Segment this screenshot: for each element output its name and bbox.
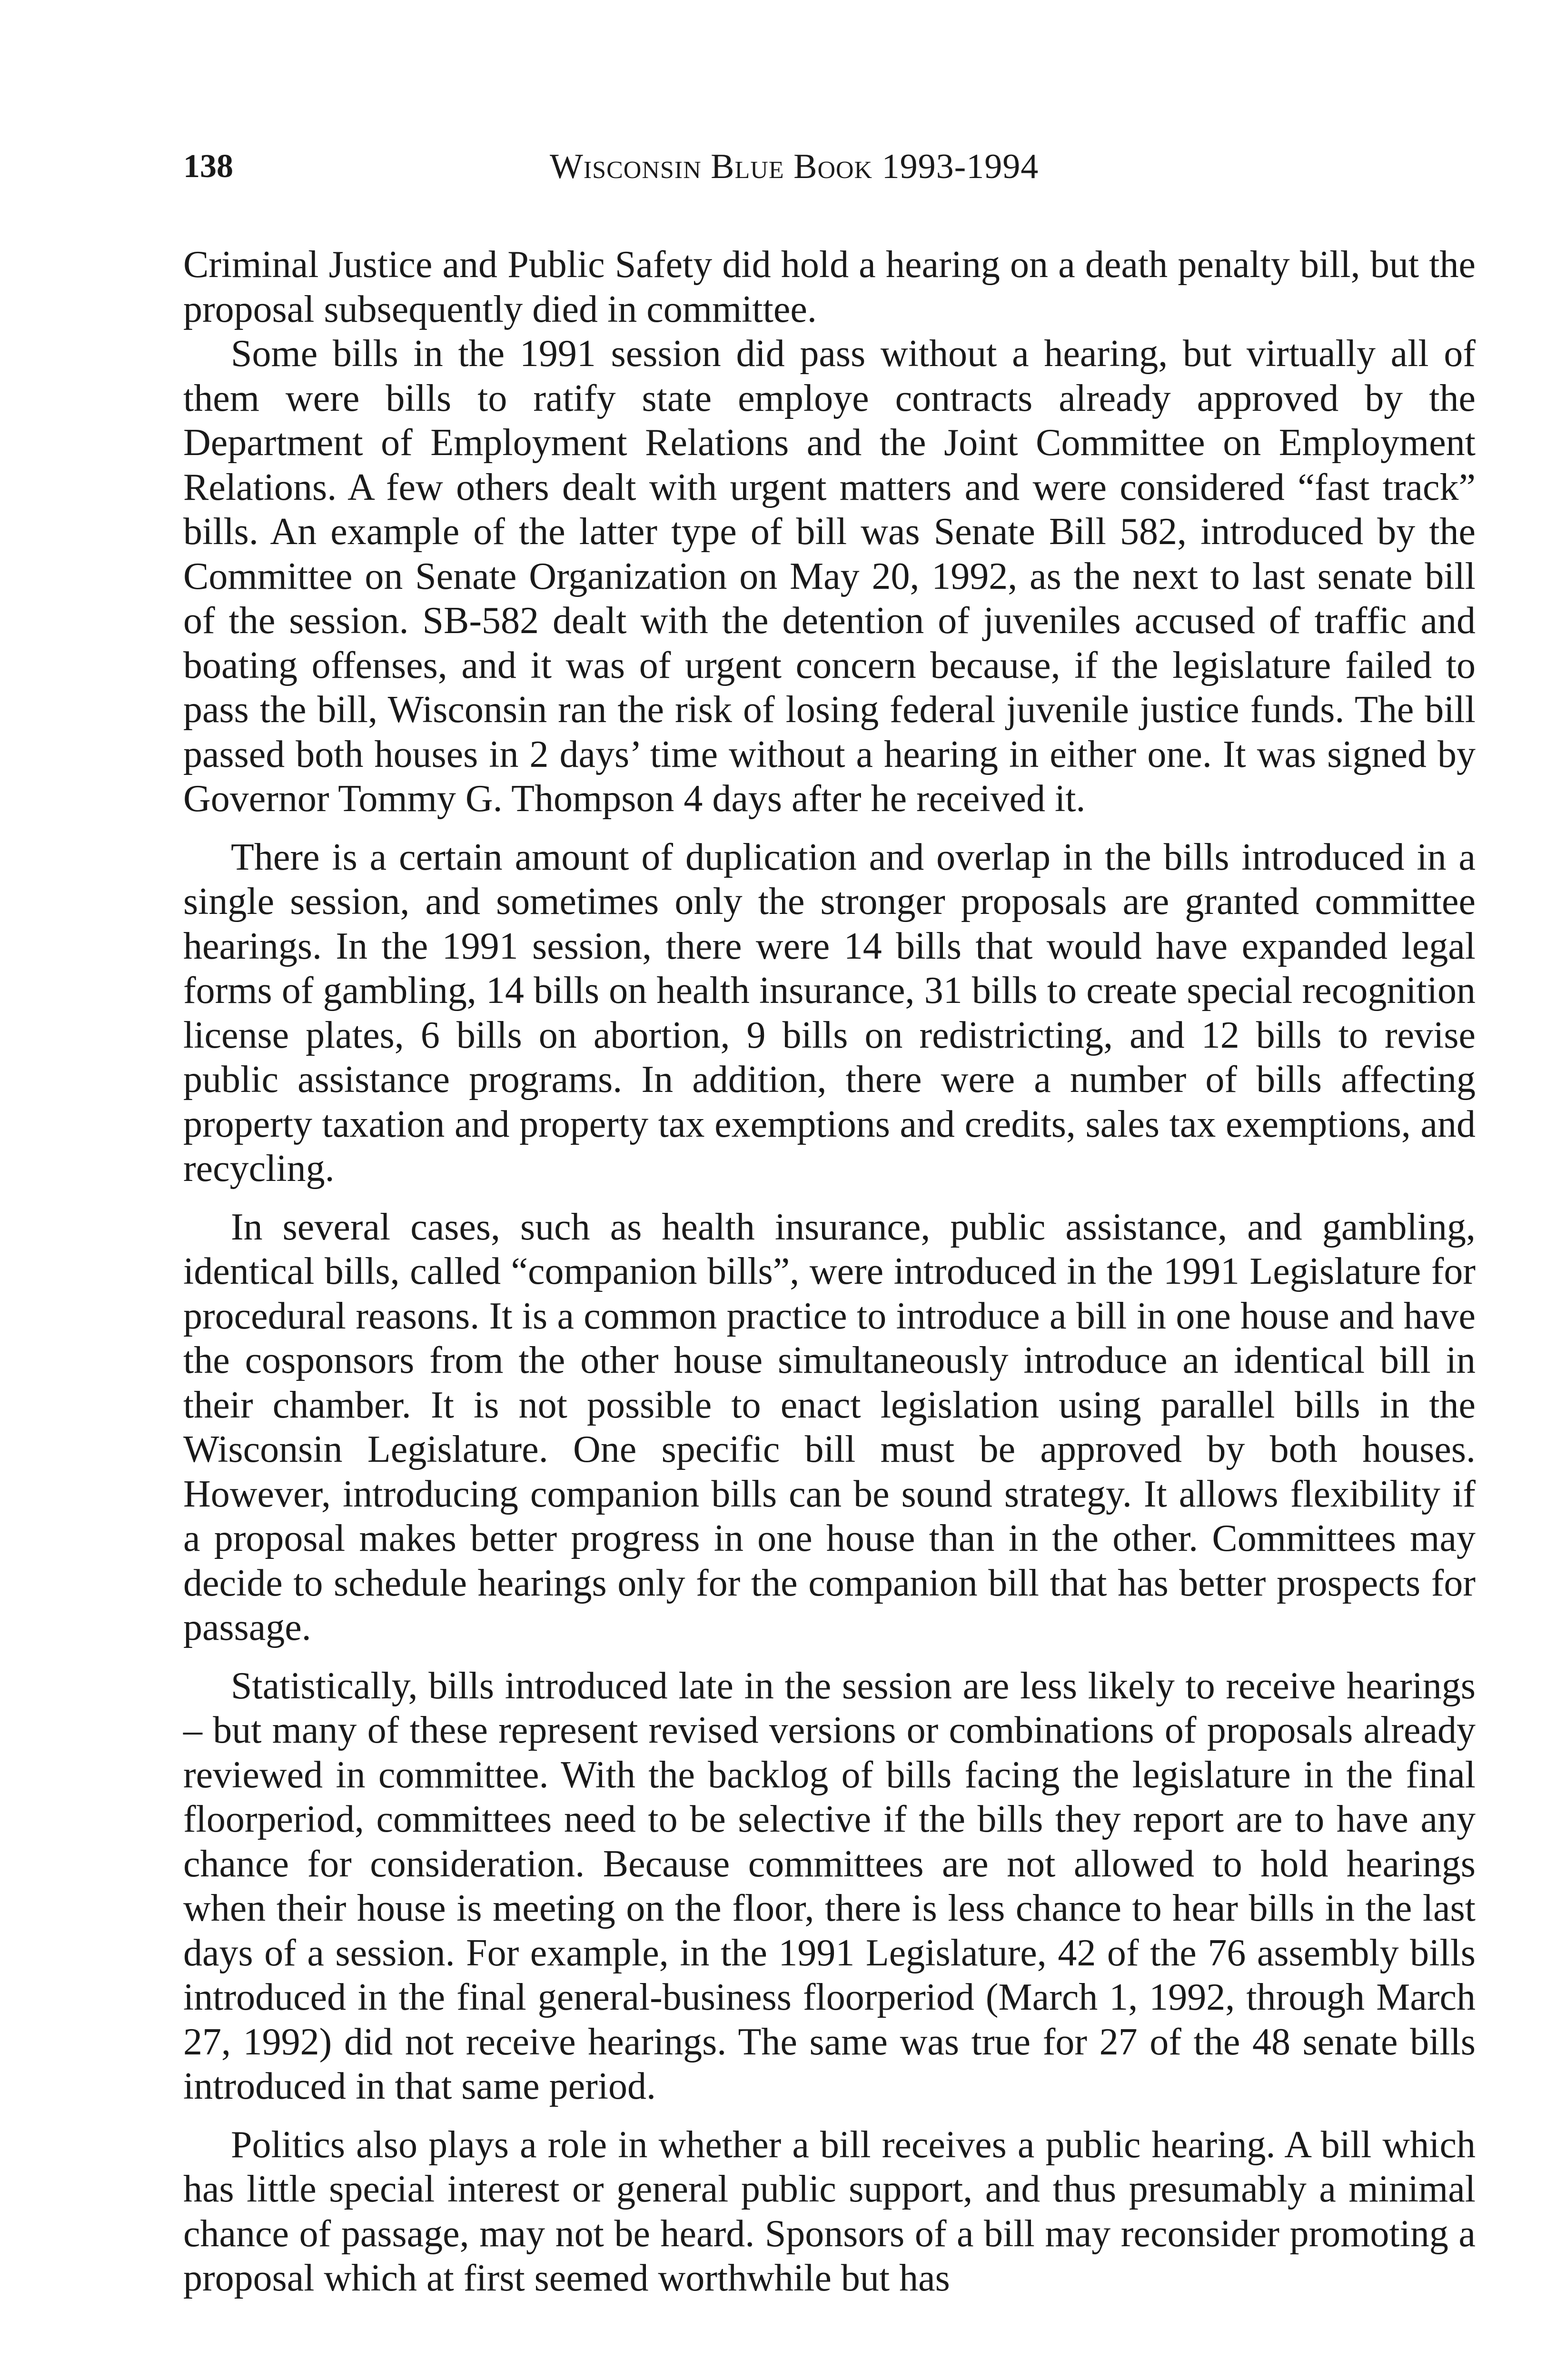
- page-header: [183, 143, 1476, 190]
- page-number: 138: [183, 148, 233, 185]
- paragraph-3: There is a certain amount of duplication and overlap in the bills introduced in a single session, and sometimes only the stronger proposals are granted committee hearings. In the 1991 session, there were 14 bills that would have expanded legal forms of gambling, 14 bills on health insurance, 31 bills to create special recognition license plates, 6 bills on abortion, 9 bills on redistricting, and 12 bills to revise public assistance programs. In addition, there were a number of bills affecting property taxation and property tax exemptions and credits, sales tax exemptions, and recycling.: [183, 836, 1476, 1190]
- paragraph-6: Politics also plays a role in whether a bill receives a public hearing. A bill which has little special interest or general public support, and thus presumably a minimal chance of passage, may not be heard. Sponsors of a bill may reconsider promoting a proposal which at first seemed worthwhile but has: [183, 2123, 1476, 2299]
- body-text: [183, 243, 1476, 2301]
- running-title: Wisconsin Blue Book 1993-1994: [550, 147, 1039, 186]
- paragraph-1: Criminal Justice and Public Safety did hold a hearing on a death penalty bill, but the proposal subsequently died in committee.: [183, 244, 1476, 330]
- paragraph-2: Some bills in the 1991 session did pass without a hearing, but virtually all of them were bills to ratify state employe contracts already approved by the Department of Employment Relations and the Joint Committee on Employment Relations. A few others dealt with urgent matters and were considered “fast track” bills. An example of the latter type of bill was Senate Bill 582, introduced by the Committee on Senate Organization on May 20, 1992, as the next to last senate bill of the session. SB-582 dealt with the detention of juveniles accused of traffic and boating offenses, and it was of urgent concern because, if the legislature failed to pass the bill, Wisconsin ran the risk of losing federal juvenile justice funds. The bill passed both houses in 2 days’ time without a hearing in either one. It was signed by Governor Tommy G. Thompson 4 days after he received it.: [183, 333, 1476, 820]
- paragraph-4: In several cases, such as health insurance, public assistance, and gambling, identical bills, called “companion bills”, were introduced in the 1991 Legislature for procedural reasons. It is a common practice to introduce a bill in one house and have the cosponsors from the other house simultaneously introduce an identical bill in their chamber. It is not possible to enact legislation using parallel bills in the Wisconsin Legislature. One specific bill must be approved by both houses. However, introducing companion bills can be sound strategy. It allows flexibility if a proposal makes better progress in one house than in the other. Committees may decide to schedule hearings only for the companion bill that has better prospects for passage.: [183, 1206, 1476, 1648]
- paragraph-5: Statistically, bills introduced late in the session are less likely to receive hearings – but many of these represent revised versions or combinations of proposals already reviewed in committee. With the backlog of bills facing the legislature in the final floorperiod, committees need to be selective if the bills they report are to have any chance for consideration. Because committees are not allowed to hold hearings when their house is meeting on the floor, there is less chance to hear bills in the last days of a session. For example, in the 1991 Legislature, 42 of the 76 assembly bills introduced in the final general-business floorperiod (March 1, 1992, through March 27, 1992) did not receive hearings. The same was true for 27 of the 48 senate bills introduced in that same period.: [183, 1665, 1476, 2107]
